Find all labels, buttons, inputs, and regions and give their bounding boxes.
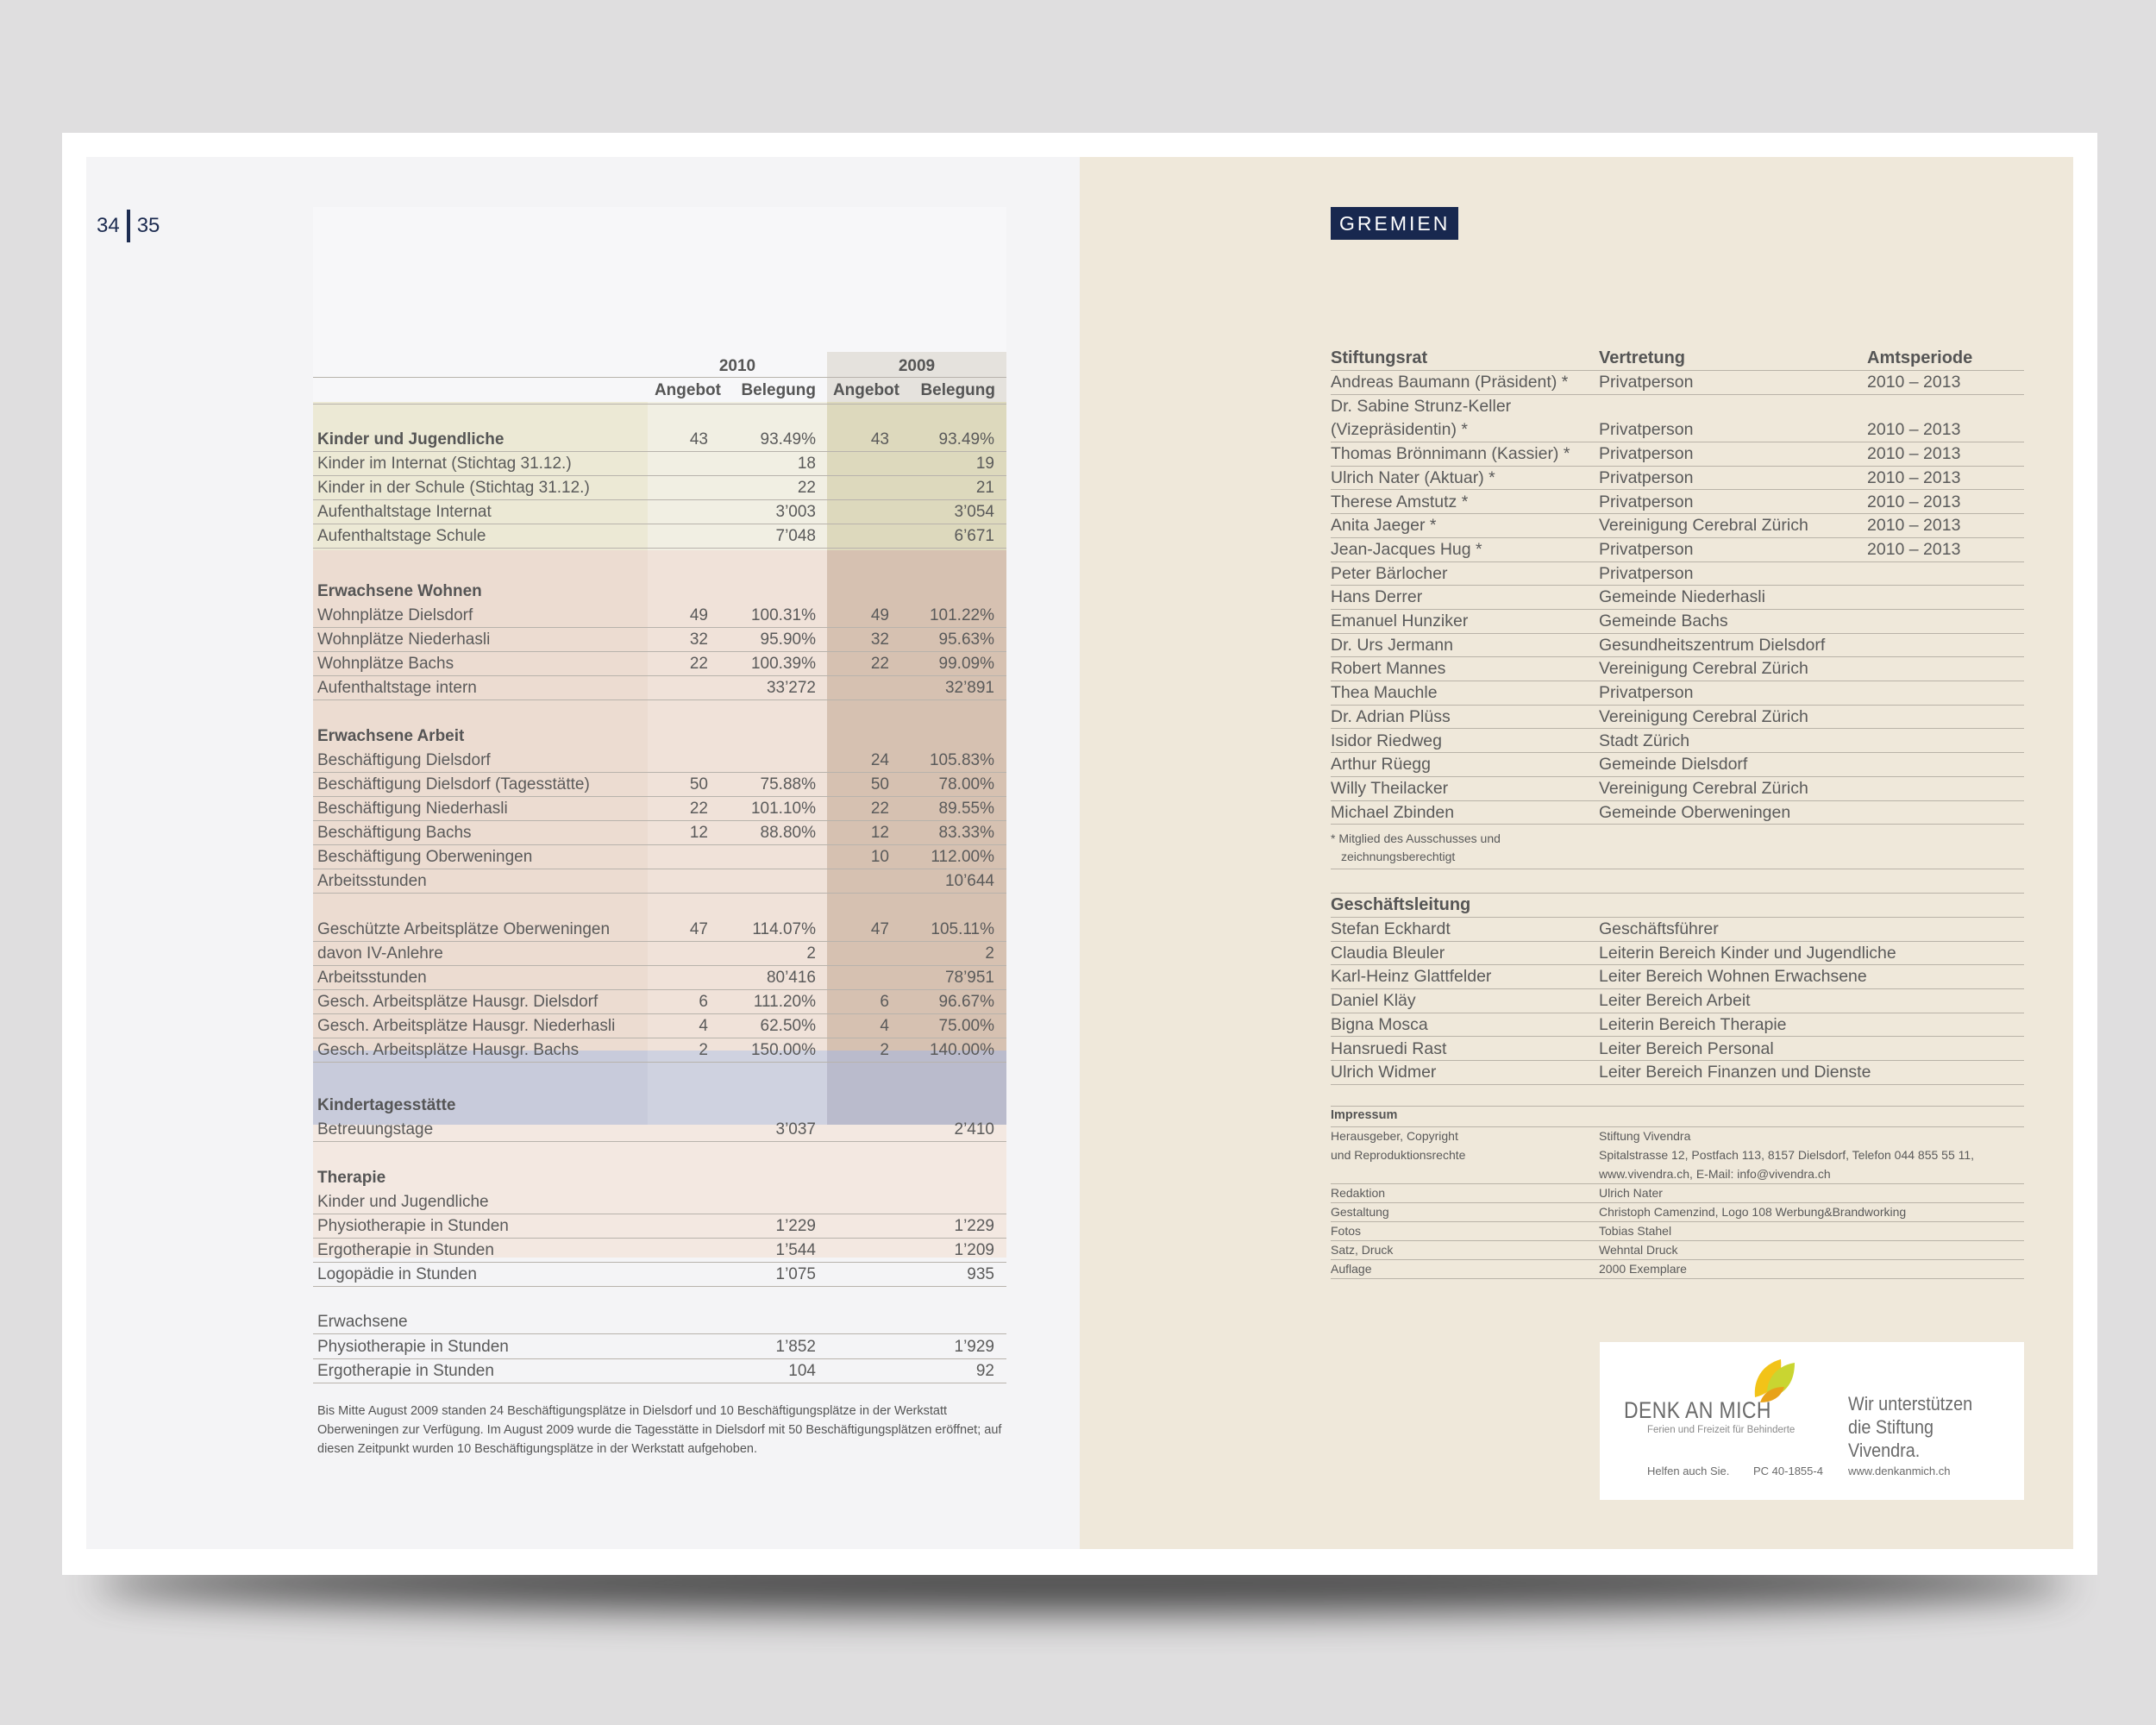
table-cell-b09: 105.83%: [929, 751, 994, 769]
table-cell-a09: 50: [870, 775, 889, 794]
table-cell-label: Erwachsene Arbeit: [317, 727, 465, 745]
stiftungsrat-row: [1331, 395, 2024, 419]
gl-name: Bigna Mosca: [1331, 1014, 1428, 1034]
table-cell-b10: 1’852: [775, 1338, 816, 1356]
stiftungsrat-name: Isidor Riedweg: [1331, 731, 1442, 750]
table-cell-a09: 24: [870, 751, 889, 769]
table-cell-label: Gesch. Arbeitsplätze Hausgr. Niederhasli: [317, 1017, 616, 1035]
table-cell-b09: 3’054: [954, 503, 994, 521]
ad-slogan: [1848, 1392, 2007, 1462]
stiftungsrat-period: 2010 – 2013: [1867, 516, 1961, 536]
ad-brand: DENK AN MICH: [1624, 1397, 1771, 1423]
table-cell-label: Kindertagesstätte: [317, 1096, 456, 1114]
stiftungsrat-name: (Vizepräsidentin) *: [1331, 420, 1468, 440]
subhead-belegung-2010: Belegung: [741, 381, 816, 399]
stiftungsrat-rep: Gesundheitszentrum Dielsdorf: [1599, 635, 1826, 655]
table-row: [313, 452, 1006, 476]
table-cell-a10: 50: [689, 775, 708, 794]
table-cell-b09: 101.22%: [929, 606, 994, 624]
subheader-rule: [313, 404, 1006, 405]
table-cell-a10: 4: [699, 1017, 708, 1035]
stiftungsrat-row: [1331, 634, 2024, 658]
impressum-key: Satz, Druck: [1331, 1243, 1394, 1257]
stiftungsrat-header: Stiftungsrat: [1331, 348, 1428, 367]
stiftungsrat-rep: Privatperson: [1599, 373, 1694, 392]
table-row: [313, 428, 1006, 452]
stiftungsrat-rep: Stadt Zürich: [1599, 731, 1690, 750]
subhead-belegung-2009: Belegung: [920, 381, 995, 399]
table-cell-label: Kinder in der Schule (Stichtag 31.12.): [317, 479, 590, 497]
table-cell-label: Ergotherapie in Stunden: [317, 1362, 494, 1380]
stiftungsrat-rep: Privatperson: [1599, 563, 1694, 583]
table-row: [313, 1263, 1006, 1287]
stiftungsrat-name: Andreas Baumann (Präsident) *: [1331, 373, 1569, 392]
table-cell-label: Physiotherapie in Stunden: [317, 1338, 509, 1356]
table-cell-b10: 150.00%: [750, 1041, 816, 1059]
table-cell-b10: 2: [806, 944, 816, 963]
table-cell-b09: 95.63%: [938, 630, 994, 649]
table-cell-a09: 43: [870, 430, 889, 448]
table-row: [313, 749, 1006, 773]
gl-row: [1331, 965, 2024, 989]
gl-name: Daniel Kläy: [1331, 991, 1416, 1011]
table-cell-b10: 22: [797, 479, 816, 497]
table-cell-b10: 1’075: [775, 1265, 816, 1283]
stiftungsrat-name: Dr. Sabine Strunz-Keller: [1331, 396, 1512, 416]
leistungsbericht-table: [313, 207, 1006, 1380]
table-row: [313, 1038, 1006, 1063]
table-row: [313, 1014, 1006, 1038]
table-cell-label: Gesch. Arbeitsplätze Hausgr. Dielsdorf: [317, 993, 599, 1011]
stiftungsrat-name: Peter Bärlocher: [1331, 563, 1448, 583]
gl-row: [1331, 942, 2024, 966]
gl-top-rule: [1331, 893, 2024, 894]
impressum-key: Gestaltung: [1331, 1205, 1389, 1219]
stiftungsrat-rep: Vereinigung Cerebral Zürich: [1599, 516, 1808, 536]
impressum-title: Impressum: [1331, 1108, 1398, 1122]
impressum-value: Stiftung Vivendra: [1599, 1129, 1691, 1143]
table-cell-b09: 83.33%: [938, 824, 994, 842]
table-cell-a10: 49: [689, 606, 708, 624]
table-cell-b10: 104: [788, 1362, 816, 1380]
stiftungsrat-name: Therese Amstutz *: [1331, 492, 1469, 511]
stiftungsrat-row: [1331, 538, 2024, 562]
table-row: [313, 724, 1006, 749]
table-row: [313, 797, 1006, 821]
gl-row: [1331, 1038, 2024, 1062]
impressum-value: Christoph Camenzind, Logo 108 Werbung&Brandworking: [1599, 1205, 1907, 1219]
stiftungsrat-row: [1331, 586, 2024, 610]
table-cell-label: Physiotherapie in Stunden: [317, 1217, 509, 1235]
table-row: [313, 580, 1006, 604]
stiftungsrat-rep: Privatperson: [1599, 467, 1694, 487]
gl-role: Leiter Bereich Finanzen und Dienste: [1599, 1063, 1871, 1082]
table-cell-b09: 78’951: [944, 969, 994, 987]
footnote-line-2: zeichnungsberechtigt: [1341, 850, 1456, 863]
table-cell-b09: 19: [975, 455, 994, 473]
gl-role: Leiter Bereich Wohnen Erwachsene: [1599, 967, 1867, 987]
table-row: [313, 966, 1006, 990]
table-cell-label: Geschützte Arbeitsplätze Oberweningen: [317, 920, 611, 938]
table-row: [313, 1094, 1006, 1118]
table-row: [313, 1359, 1006, 1383]
table-cell-label: Beschäftigung Dielsdorf (Tagesstätte): [317, 775, 590, 794]
impressum-key: Auflage: [1331, 1262, 1372, 1276]
table-cell-label: Gesch. Arbeitsplätze Hausgr. Bachs: [317, 1041, 580, 1059]
table-cell-b10: 95.90%: [760, 630, 816, 649]
impressum-row: [1331, 1241, 2024, 1260]
stiftungsrat-name: Emanuel Hunziker: [1331, 612, 1469, 630]
stiftungsrat-rep: Gemeinde Niederhasli: [1599, 587, 1765, 607]
page-numbers: [97, 210, 160, 242]
table-cell-b10: 3’037: [775, 1120, 816, 1138]
table-cell-b10: 93.49%: [760, 430, 816, 448]
table-row: [313, 500, 1006, 524]
ad-brand-sub: Ferien und Freizeit für Behinderte: [1647, 1425, 1796, 1435]
gl-role: Leiter Bereich Arbeit: [1599, 991, 1751, 1011]
stiftungsrat-row: [1331, 753, 2024, 777]
stiftungsrat-rep: Privatperson: [1599, 683, 1694, 703]
vertretung-header: Vertretung: [1599, 348, 1686, 367]
table-cell-a09: 2: [880, 1041, 889, 1059]
table-cell-label: Arbeitsstunden: [317, 872, 427, 890]
denkanmich-ad: [1600, 1342, 2024, 1500]
ad-url[interactable]: www.denkanmich.ch: [1848, 1465, 1951, 1477]
table-cell-label: Ergotherapie in Stunden: [317, 1241, 494, 1259]
impressum-row: [1331, 1184, 2024, 1203]
table-cell-b10: 3’003: [775, 503, 816, 521]
impressum-row: [1331, 1203, 2024, 1222]
table-row: [313, 652, 1006, 676]
stiftungsrat-name: Willy Theilacker: [1331, 778, 1449, 798]
gl-role: Leiter Bereich Personal: [1599, 1038, 1774, 1058]
table-cell-b10: 101.10%: [750, 800, 816, 818]
page-number-divider: [127, 210, 130, 242]
stiftungsrat-name: Hans Derrer: [1331, 587, 1423, 607]
stiftungsrat-name: Thomas Brönnimann (Kassier) *: [1331, 444, 1570, 464]
year-2009: 2009: [898, 357, 936, 375]
table-cell-label: Kinder und Jugendliche: [317, 430, 505, 448]
table-row: [313, 1214, 1006, 1239]
gl-name: Stefan Eckhardt: [1331, 919, 1451, 938]
table-row: [313, 869, 1006, 894]
impressum-row: [1331, 1146, 2024, 1165]
impressum-row: [1331, 1222, 2024, 1241]
table-cell-b09: 99.09%: [938, 655, 994, 673]
table-cell-a09: 22: [870, 655, 889, 673]
stiftungsrat-period: 2010 – 2013: [1867, 444, 1961, 464]
table-cell-label: Erwachsene: [317, 1313, 408, 1331]
header-rule: [313, 377, 1006, 378]
impressum-row: [1331, 1127, 2024, 1146]
table-cell-a10: 6: [699, 993, 708, 1011]
table-cell-label: Wohnplätze Dielsdorf: [317, 606, 473, 624]
table-cell-label: Erwachsene Wohnen: [317, 582, 482, 600]
table-cell-label: davon IV-Anlehre: [317, 944, 443, 963]
stiftungsrat-name: Ulrich Nater (Aktuar) *: [1331, 467, 1495, 487]
table-footnote: Bis Mitte August 2009 standen 24 Beschäftigungsplätze in Dielsdorf und 10 Beschäftigungsplätze in der Werkstatt Oberweningen zur Verfügung. Im August 2009 wurde die Tagesstätte in Dielsdorf mit 50 Beschäftigungsplätzen eröffnet; auf diesen Zeitpunkt wurden 10 Beschäftigungsplätze in der Werkstatt aufgehoben.: [317, 1404, 1002, 1456]
table-cell-b10: 18: [797, 455, 816, 473]
table-row: [313, 676, 1006, 700]
subhead-angebot-2010: Angebot: [654, 381, 721, 399]
stiftungsrat-period: 2010 – 2013: [1867, 492, 1961, 511]
table-cell-label: Wohnplätze Bachs: [317, 655, 454, 673]
table-cell-b10: 100.39%: [750, 655, 816, 673]
table-cell-b09: 32’891: [944, 679, 994, 697]
table-row: [313, 476, 1006, 500]
table-cell-a09: 10: [870, 848, 889, 866]
table-row: [313, 821, 1006, 845]
table-cell-b10: 100.31%: [750, 606, 816, 624]
page-number-left: 34: [97, 214, 120, 237]
table-cell-b10: 111.20%: [753, 993, 816, 1011]
gl-name: Hansruedi Rast: [1331, 1038, 1447, 1058]
table-cell-b09: 1’229: [954, 1217, 994, 1235]
table-cell-b10: 1’544: [775, 1241, 816, 1259]
stiftungsrat-name: Jean-Jacques Hug *: [1331, 539, 1482, 559]
impressum-value: Wehntal Druck: [1599, 1243, 1678, 1257]
table-cell-b09: 1’209: [954, 1241, 994, 1259]
table-cell-b09: 89.55%: [938, 800, 994, 818]
stiftungsrat-period: 2010 – 2013: [1867, 420, 1961, 440]
stiftungsrat-row: [1331, 801, 2024, 825]
stiftungsrat-footnote: [1331, 830, 2024, 866]
table-row: [313, 1310, 1006, 1334]
gl-row: [1331, 918, 2024, 942]
year-2010: 2010: [718, 357, 756, 375]
table-row: [313, 942, 1006, 966]
impressum-value: Tobias Stahel: [1599, 1224, 1672, 1238]
subhead-angebot-2009: Angebot: [832, 381, 899, 399]
table-cell-label: Beschäftigung Dielsdorf: [317, 751, 491, 769]
table-cell-label: Beschäftigung Oberweningen: [317, 848, 533, 866]
table-cell-a09: 6: [880, 993, 889, 1011]
table-cell-label: Aufenthaltstage Internat: [317, 503, 492, 521]
table-cell-b09: 2’410: [954, 1120, 994, 1138]
gl-name: Karl-Heinz Glattfelder: [1331, 967, 1492, 987]
table-cell-b09: 935: [967, 1265, 994, 1283]
footnote-line-1: * Mitglied des Ausschusses und: [1331, 831, 1501, 845]
impressum-value: Ulrich Nater: [1599, 1186, 1663, 1200]
stiftungsrat-rep: Privatperson: [1599, 444, 1694, 464]
table-cell-label: Arbeitsstunden: [317, 969, 427, 987]
amtsperiode-header: Amtsperiode: [1867, 348, 1973, 367]
table-cell-label: Aufenthaltstage intern: [317, 679, 477, 697]
table-cell-b10: 7’048: [775, 527, 816, 545]
page-number-right: 35: [136, 214, 160, 237]
gl-role: Geschäftsführer: [1599, 919, 1719, 938]
table-cell-a10: 43: [689, 430, 708, 448]
table-row: [313, 628, 1006, 652]
table-cell-b10: 1’229: [775, 1217, 816, 1235]
table-row: [313, 1190, 1006, 1214]
impressum-value: www.vivendra.ch, E-Mail: info@vivendra.ch: [1599, 1167, 1831, 1181]
stiftungsrat-name: Robert Mannes: [1331, 659, 1446, 679]
stiftungsrat-row: [1331, 514, 2024, 538]
stiftungsrat-row: [1331, 371, 2024, 395]
table-cell-a09: 22: [870, 800, 889, 818]
table-cell-a10: 22: [689, 800, 708, 818]
stiftungsrat-row: [1331, 418, 2024, 442]
stiftungsrat-rep: Privatperson: [1599, 492, 1694, 511]
table-row: [313, 990, 1006, 1014]
table-cell-a10: 47: [689, 920, 708, 938]
stiftungsrat-name: Dr. Adrian Plüss: [1331, 706, 1451, 726]
table-row: [313, 1166, 1006, 1190]
geschaeftsleitung-title: Geschäftsleitung: [1331, 895, 1471, 914]
table-cell-b09: 6’671: [954, 527, 994, 545]
stiftungsrat-period: 2010 – 2013: [1867, 539, 1961, 559]
table-cell-b10: 80’416: [766, 969, 816, 987]
table-cell-b10: 33’272: [766, 679, 816, 697]
stiftungsrat-row: [1331, 610, 2024, 634]
stiftungsrat-rep: Vereinigung Cerebral Zürich: [1599, 659, 1808, 679]
table-cell-a09: 12: [870, 824, 889, 842]
table-cell-b09: 92: [975, 1362, 994, 1380]
table-cell-b09: 96.67%: [938, 993, 994, 1011]
table-cell-label: Wohnplätze Niederhasli: [317, 630, 491, 649]
table-cell-b09: 21: [975, 479, 994, 497]
impressum-value: Spitalstrasse 12, Postfach 113, 8157 Dielsdorf, Telefon 044 855 55 11,: [1599, 1148, 1975, 1162]
table-cell-a10: 2: [699, 1041, 708, 1059]
table-cell-b10: 88.80%: [760, 824, 816, 842]
impressum-top-rule: [1331, 1106, 2024, 1107]
gl-role: Leiterin Bereich Therapie: [1599, 1014, 1787, 1034]
table-cell-b10: 75.88%: [760, 775, 816, 794]
table-cell-b10: 62.50%: [760, 1017, 816, 1035]
table-cell-label: Betreuungstage: [317, 1120, 434, 1138]
table-row: [313, 1335, 1006, 1359]
stiftungsrat-row: [1331, 442, 2024, 467]
table-cell-label: Logopädie in Stunden: [317, 1265, 477, 1283]
stiftungsrat-name: Thea Mauchle: [1331, 683, 1438, 703]
ad-slogan-1: Wir unterstützen: [1848, 1393, 1973, 1414]
table-cell-label: Beschäftigung Bachs: [317, 824, 472, 842]
table-row: [313, 918, 1006, 942]
gl-role: Leiterin Bereich Kinder und Jugendliche: [1599, 943, 1896, 963]
stiftungsrat-period: 2010 – 2013: [1867, 467, 1961, 487]
impressum-row: [1331, 1260, 2024, 1279]
table-cell-b09: 78.00%: [938, 775, 994, 794]
stiftungsrat-row: [1331, 562, 2024, 586]
stiftungsrat-name: Michael Zbinden: [1331, 802, 1455, 822]
impressum-key: Fotos: [1331, 1224, 1362, 1238]
table-cell-b09: 1’929: [954, 1338, 994, 1356]
impressum-key: und Reproduktionsrechte: [1331, 1148, 1466, 1162]
stiftungsrat-rep: Gemeinde Dielsdorf: [1599, 755, 1748, 775]
gl-name: Ulrich Widmer: [1331, 1063, 1437, 1082]
table-row: [313, 773, 1006, 797]
stiftungsrat-period: 2010 – 2013: [1867, 373, 1961, 392]
stiftungsrat-name: Anita Jaeger *: [1331, 516, 1437, 536]
table-cell-a09: 32: [870, 630, 889, 649]
stiftungsrat-row: [1331, 777, 2024, 801]
gl-row: [1331, 1061, 2024, 1085]
gl-row: [1331, 1013, 2024, 1038]
stiftungsrat-row: [1331, 681, 2024, 706]
impressum-value: 2000 Exemplare: [1599, 1262, 1687, 1276]
table-row: [313, 524, 1006, 549]
impressum-key: Herausgeber, Copyright: [1331, 1129, 1458, 1143]
gl-row: [1331, 989, 2024, 1013]
table-row: [313, 604, 1006, 628]
stiftungsrat-name: Arthur Rüegg: [1331, 755, 1431, 775]
ad-pc: PC 40-1855-4: [1753, 1465, 1823, 1477]
table-cell-b10: 114.07%: [752, 920, 816, 938]
table-cell-label: Kinder im Internat (Stichtag 31.12.): [317, 455, 572, 473]
table-cell-a10: 32: [689, 630, 708, 649]
stiftungsrat-rep: Vereinigung Cerebral Zürich: [1599, 706, 1808, 726]
impressum-key: Redaktion: [1331, 1186, 1386, 1200]
table-cell-label: Beschäftigung Niederhasli: [317, 800, 508, 818]
gl-name: Claudia Bleuler: [1331, 943, 1445, 963]
table-cell-a09: 47: [870, 920, 889, 938]
table-cell-a10: 22: [689, 655, 708, 673]
table-row: [313, 1239, 1006, 1263]
table-cell-b09: 10’644: [944, 872, 994, 890]
table-cell-b09: 105.11%: [931, 920, 994, 938]
table-cell-b09: 112.00%: [931, 848, 994, 866]
stiftungsrat-rep: Vereinigung Cerebral Zürich: [1599, 778, 1808, 798]
table-cell-b09: 140.00%: [929, 1041, 994, 1059]
stiftungsrat-row: [1331, 706, 2024, 730]
table-cell-label: Kinder und Jugendliche: [317, 1193, 489, 1211]
table-cell-label: Aufenthaltstage Schule: [317, 527, 486, 545]
stiftungsrat-rep: Privatperson: [1599, 420, 1694, 440]
table-row: [313, 1118, 1006, 1142]
stiftungsrat-row: [1331, 657, 2024, 681]
stiftungsrat-rep: Privatperson: [1599, 539, 1694, 559]
table-cell-a09: 49: [870, 606, 889, 624]
table-cell-b09: 75.00%: [938, 1017, 994, 1035]
table-cell-a09: 4: [880, 1017, 889, 1035]
stiftungsrat-rep: Gemeinde Oberweningen: [1599, 802, 1791, 822]
table-cell-label: Therapie: [317, 1169, 386, 1187]
stiftungsrat-row: [1331, 730, 2024, 754]
stiftungsrat-row: [1331, 467, 2024, 491]
stiftungsrat-rep: Gemeinde Bachs: [1599, 612, 1728, 630]
table-cell-b09: 93.49%: [938, 430, 994, 448]
table-cell-b09: 2: [985, 944, 994, 963]
table-row: [313, 845, 1006, 869]
ad-slogan-2: die Stiftung Vivendra.: [1848, 1416, 1934, 1461]
impressum-row: [1331, 1165, 2024, 1184]
ad-help: Helfen auch Sie.: [1647, 1465, 1730, 1477]
stiftungsrat-row: [1331, 491, 2024, 515]
gremien-header: GREMIEN: [1331, 207, 1458, 240]
stiftungsrat-name: Dr. Urs Jermann: [1331, 635, 1453, 655]
table-cell-a10: 12: [689, 824, 708, 842]
